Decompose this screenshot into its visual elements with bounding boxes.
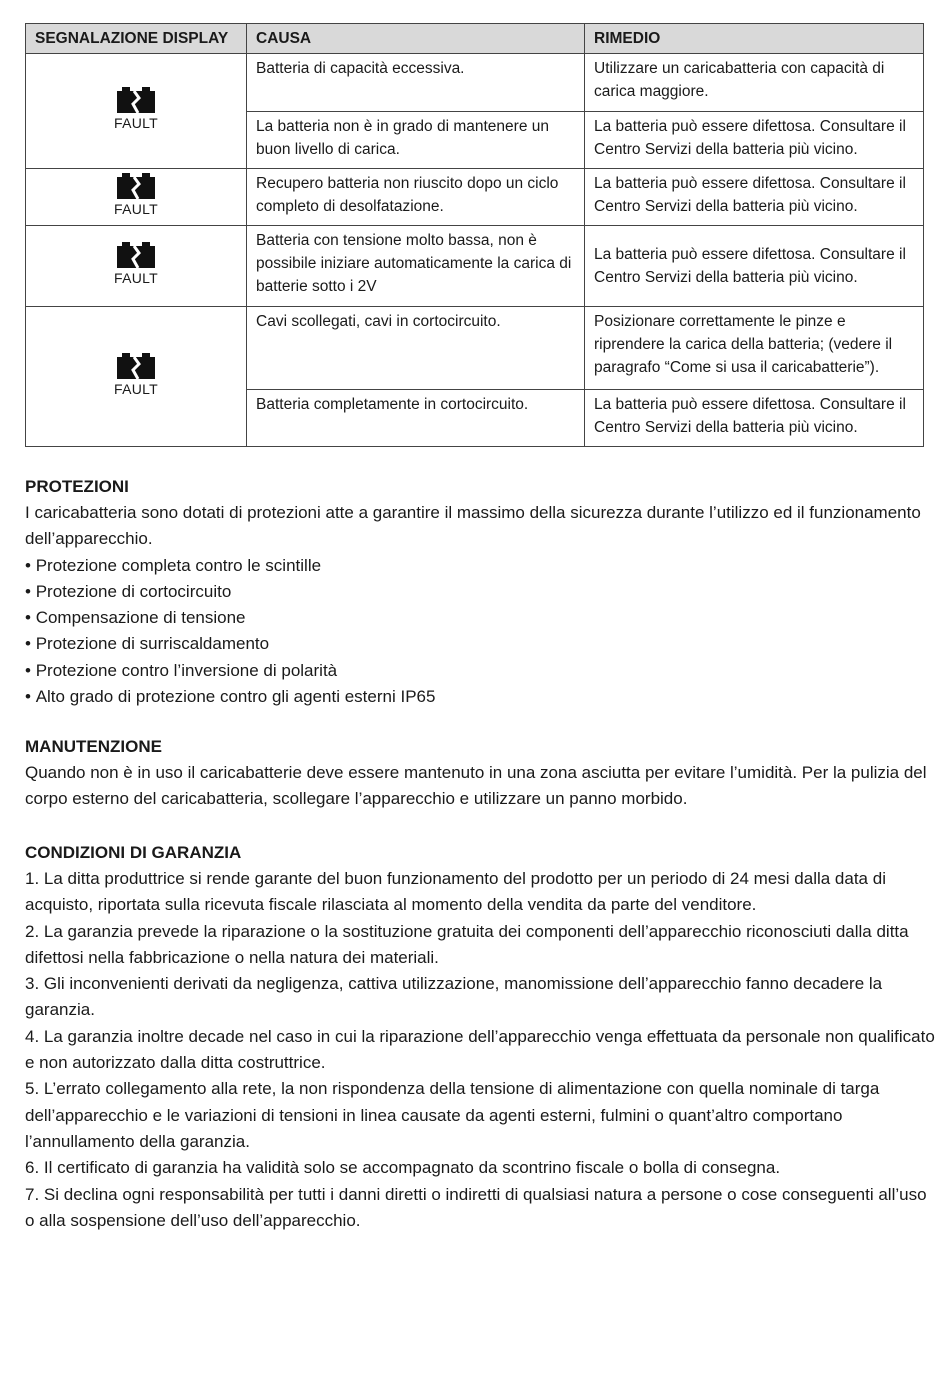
- page: [25, 23, 935, 1230]
- garanzia-item: 2. La garanzia prevede la riparazione o la sostituzione gratuita dei componenti dell’apparecchio riconosciuti dalla ditta difettosi nella fabbricazione o nella natura dei materiali.: [25, 921, 909, 967]
- fault-label: FAULT: [113, 270, 159, 286]
- broken-battery-icon: [117, 353, 155, 379]
- fault-indicator: [114, 353, 158, 397]
- section-title: CONDIZIONI DI GARANZIA: [25, 843, 242, 862]
- remedy-cell: La batteria può essere difettosa. Consultare il Centro Servizi della batteria più vicino.: [585, 112, 924, 169]
- table-row: [26, 226, 924, 307]
- broken-battery-icon: [117, 173, 155, 199]
- display-cell: [26, 226, 247, 307]
- table-row: [26, 307, 924, 390]
- list-item: • Alto grado di protezione contro gli agenti esterni IP65: [25, 684, 935, 710]
- cause-cell: La batteria non è in grado di mantenere un buon livello di carica.: [247, 112, 585, 169]
- cause-cell: Batteria completamente in cortocircuito.: [247, 390, 585, 447]
- broken-battery-icon: [117, 242, 155, 268]
- display-cell: [26, 54, 247, 169]
- section-title: PROTEZIONI: [25, 477, 129, 496]
- fault-indicator: [114, 242, 158, 286]
- cause-cell: Cavi scollegati, cavi in cortocircuito.: [247, 307, 585, 390]
- garanzia-item: 1. La ditta produttrice si rende garante del buon funzionamento del prodotto per un periodo di 24 mesi dalla data di acquisto, riportata sulla ricevuta fiscale rilasciata al momento della vendita da parte del venditore.: [25, 869, 886, 915]
- remedy-cell: La batteria può essere difettosa. Consultare il Centro Servizi della batteria più vicino.: [585, 390, 924, 447]
- fault-label: FAULT: [113, 380, 159, 397]
- remedy-cell: La batteria può essere difettosa. Consultare il Centro Servizi della batteria più vicino.: [585, 226, 924, 307]
- garanzia-section: [25, 840, 935, 1234]
- garanzia-item: 3. Gli inconvenienti derivati da negligenza, cattiva utilizzazione, manomissione dell’apparecchio fanno decadere la garanzia.: [25, 974, 883, 1020]
- remedy-cell: Posizionare correttamente le pinze e riprendere la carica della batteria; (vedere il paragrafo “Come si usa il caricabatterie”).: [585, 307, 924, 390]
- garanzia-item: 5. L’errato collegamento alla rete, la non rispondenza della tensione di alimentazione con quella nominale di targa dell’apparecchio e le variazioni di tensioni in linea causate da agenti esterni, fulmini o quant’altro comportano l’annullamento della garanzia.: [25, 1079, 880, 1151]
- header-display: SEGNALAZIONE DISPLAY: [26, 24, 247, 54]
- table-header-row: [26, 24, 924, 54]
- list-item: • Protezione di cortocircuito: [25, 579, 935, 605]
- garanzia-item: 7. Si declina ogni responsabilità per tutti i danni diretti o indiretti di qualsiasi natura a persone o cose conseguenti all’uso o alla sospensione dell’uso dell’apparecchio.: [25, 1184, 927, 1230]
- cause-cell: Batteria con tensione molto bassa, non è possibile iniziare automaticamente la carica di batterie sotto i 2V: [247, 226, 585, 307]
- list-item: • Compensazione di tensione: [25, 605, 935, 631]
- garanzia-item: 4. La garanzia inoltre decade nel caso in cui la riparazione dell’apparecchio venga effettuata da personale non qualificato e non autorizzato dalla ditta costruttrice.: [25, 1026, 935, 1073]
- garanzia-item: 6. Il certificato di garanzia ha validità solo se accompagnato da scontrino fiscale o bolla di consegna.: [25, 1158, 781, 1178]
- list-item: • Protezione contro l’inversione di polarità: [25, 658, 935, 684]
- manutenzione-section: [25, 734, 935, 813]
- table-row: [26, 169, 924, 226]
- section-title: MANUTENZIONE: [25, 737, 162, 756]
- fault-indicator: [114, 87, 158, 131]
- protezioni-section: [25, 474, 935, 710]
- cause-cell: Batteria di capacità eccessiva.: [247, 54, 585, 112]
- protezioni-intro: I caricabatteria sono dotati di protezioni atte a garantire il massimo della sicurezza durante l’utilizzo ed il funzionamento dell’apparecchio.: [25, 503, 921, 549]
- remedy-cell: Utilizzare un caricabatteria con capacità di carica maggiore.: [585, 54, 924, 112]
- fault-indicator: [114, 173, 158, 217]
- display-cell: [26, 169, 247, 226]
- header-cause: CAUSA: [247, 24, 585, 54]
- header-remedy: RIMEDIO: [585, 24, 924, 54]
- list-item: • Protezione completa contro le scintille: [25, 553, 935, 579]
- protezioni-list: [25, 553, 935, 711]
- table-row: [26, 54, 924, 112]
- cause-cell: Recupero batteria non riuscito dopo un ciclo completo di desolfatazione.: [247, 169, 585, 226]
- fault-label: FAULT: [113, 115, 159, 131]
- manutenzione-text: Quando non è in uso il caricabatterie deve essere mantenuto in una zona asciutta per evitare l’umidità. Per la pulizia del corpo esterno del caricabatteria, scollegare l’apparecchio e utilizzare un panno morbido.: [25, 763, 927, 809]
- list-item: • Protezione di surriscaldamento: [25, 631, 935, 657]
- broken-battery-icon: [117, 87, 155, 113]
- fault-table: [25, 23, 924, 447]
- display-cell: [26, 307, 247, 447]
- remedy-cell: La batteria può essere difettosa. Consultare il Centro Servizi della batteria più vicino.: [585, 169, 924, 226]
- fault-label: FAULT: [113, 201, 159, 217]
